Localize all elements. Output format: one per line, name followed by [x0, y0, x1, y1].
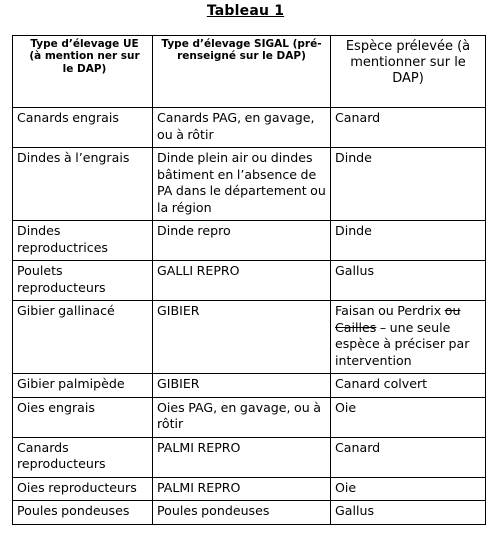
cell-type-ue: Dindes reproductrices	[13, 221, 153, 261]
struck-text: ou Cailles	[335, 303, 461, 335]
cell-espece: Dinde	[331, 221, 486, 261]
cell-type-sigal: GIBIER	[153, 374, 331, 398]
espece-text: Faisan ou Perdrix	[335, 303, 445, 318]
cell-espece: Oie	[331, 477, 486, 501]
cell-type-sigal: GALLI REPRO	[153, 261, 331, 301]
cell-espece: Canard	[331, 108, 486, 148]
cell-espece: Dinde	[331, 148, 486, 221]
table-row	[13, 397, 486, 437]
cell-type-sigal: Oies PAG, en gavage, ou à rôtir	[153, 397, 331, 437]
cell-type-ue: Canards reproducteurs	[13, 437, 153, 477]
cell-type-sigal: Dinde plein air ou dindes bâtiment en l’absence de PA dans le département ou la région	[153, 148, 331, 221]
table-row	[13, 501, 486, 525]
table-row	[13, 301, 486, 374]
header-espece: Espèce prélevée (à mentionner sur le DAP)	[331, 36, 486, 108]
cell-type-ue: Oies engrais	[13, 397, 153, 437]
cell-type-sigal: PALMI REPRO	[153, 477, 331, 501]
cell-espece: Canard colvert	[331, 374, 486, 398]
table-row	[13, 221, 486, 261]
table-row	[13, 477, 486, 501]
header-type-ue: Type d’élevage UE (à mention ner sur le DAP)	[13, 36, 153, 108]
elevage-table	[12, 35, 486, 525]
table-row	[13, 437, 486, 477]
table-row	[13, 261, 486, 301]
cell-espece: Gallus	[331, 261, 486, 301]
cell-type-ue: Dindes à l’engrais	[13, 148, 153, 221]
table-row	[13, 374, 486, 398]
cell-type-ue: Gibier gallinacé	[13, 301, 153, 374]
cell-type-ue: Poules pondeuses	[13, 501, 153, 525]
table-header-row	[13, 36, 486, 108]
cell-type-sigal: PALMI REPRO	[153, 437, 331, 477]
espece-note: – une seule espèce à préciser par intervention	[335, 319, 470, 368]
cell-type-ue: Oies reproducteurs	[13, 477, 153, 501]
cell-type-ue: Poulets reproducteurs	[13, 261, 153, 301]
header-type-sigal: Type d’élevage SIGAL (pré-renseigné sur le DAP)	[153, 36, 331, 108]
cell-espece: Canard	[331, 437, 486, 477]
table-title: Tableau 1	[206, 3, 285, 19]
cell-type-ue: Canards engrais	[13, 108, 153, 148]
table-row	[13, 148, 486, 221]
cell-type-sigal: Dinde repro	[153, 221, 331, 261]
cell-espece	[331, 301, 486, 374]
cell-espece: Gallus	[331, 501, 486, 525]
cell-type-ue: Gibier palmipède	[13, 374, 153, 398]
cell-type-sigal: Canards PAG, en gavage, ou à rôtir	[153, 108, 331, 148]
cell-type-sigal: Poules pondeuses	[153, 501, 331, 525]
cell-type-sigal: GIBIER	[153, 301, 331, 374]
cell-espece: Oie	[331, 397, 486, 437]
table-row	[13, 108, 486, 148]
